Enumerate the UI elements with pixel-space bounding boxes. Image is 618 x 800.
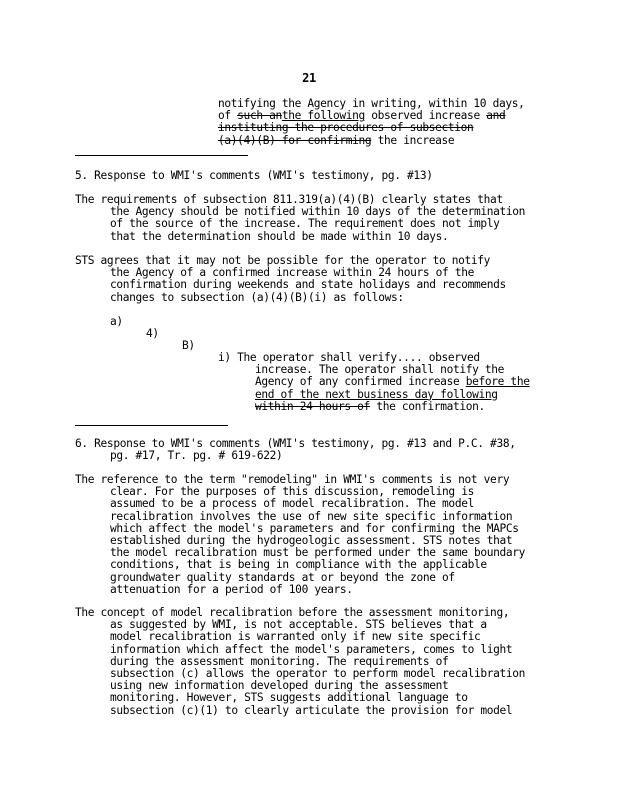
paragraph-line: the model recalibration must be performed under the same boundary [110,546,526,560]
paragraph-line: The requirements of subsection 811.319(a)(4)(B) clearly states that [75,193,503,206]
paragraph-line: of the source of the increase. The requirement does not imply [110,217,500,231]
paragraph-line: information which affect the model's parameters, comes to light [110,642,513,656]
response-6-paragraph-1 [75,474,557,596]
paragraph-line: confirmation during weekends and state holidays and recommends [110,278,506,292]
amendment-line [218,401,558,413]
underlined-text: the following [281,109,365,123]
text-run: the increase [371,133,455,147]
paragraph-line: established during the hydrogeologic assessment. STS notes that [110,533,513,547]
outline-label: a) [110,315,123,328]
response-6-paragraph-2 [75,607,557,717]
paragraph-line: STS agrees that it may not be possible for the operator to notify [75,254,491,267]
amendment-line: i) The operator shall verify.... observed [218,351,480,364]
amendment-line: notifying the Agency in writing, within 10 days, [218,97,525,110]
amendment-line: increase. The operator shall notify the [255,363,505,377]
text-run: the confirmation. [369,399,485,413]
response-5-paragraph-1 [75,194,557,243]
paragraph-line: groundwater quality standards at or beyond the zone of [110,570,455,584]
amendment-i [218,352,558,413]
paragraph-line: during the assessment monitoring. The requirements of [110,654,449,668]
struck-text: within 24 hours of [255,399,370,413]
amendment-line [218,135,558,147]
paragraph-line: monitoring. However, STS suggests additional language to [110,691,468,705]
section-divider [75,425,228,426]
paragraph-line: clear. For the purposes of this discussion, remodeling is [110,485,474,499]
page-number: 21 [302,71,316,85]
outline-label: 4) [146,327,159,340]
response-5-paragraph-2 [75,255,557,304]
struck-text: (a)(4)(B) for confirming [218,133,372,147]
intro-amendment [218,98,558,147]
paragraph-line: as suggested by WMI, is not acceptable. STS believes that a [110,618,487,632]
paragraph-line: model recalibration is warranted only if new site specific [110,630,481,644]
paragraph-line: recalibration involves the use of new site specific information [110,509,513,523]
struck-text: and [486,109,506,123]
section-heading: pg. #17, Tr. pg. # 619-622) [110,449,283,463]
paragraph-line: the Agency of a confirmed increase within 24 hours of the [110,266,474,280]
paragraph-line: The reference to the term "remodeling" in WMI's comments is not very [75,473,510,486]
paragraph-line: which affect the model's parameters and for confirming the MAPCs [110,521,519,535]
paragraph-line: attenuation for a period of 100 years. [110,582,353,596]
paragraph-line: subsection (c)(1) to clearly articulate the provision for model [110,703,513,717]
paragraph-line: conditions, that is being in compliance with the applicable [110,558,487,572]
response-5-heading [75,170,557,182]
section-heading: 6. Response to WMI's comments (WMI's testimony, pg. #13 and P.C. #38, [75,437,516,450]
paragraph-line: the Agency should be notified within 10 days of the determination [110,205,526,219]
paragraph-line: that the determination should be made within 10 days. [110,229,449,243]
paragraph-line: using new information developed during the assessment [110,679,449,693]
paragraph-line: assumed to be a process of model recalibration. The model [110,497,474,511]
section-heading: 5. Response to WMI's comments (WMI's testimony, pg. #13) [75,169,433,182]
struck-text: such an [237,109,282,123]
paragraph-line: The concept of model recalibration before the assessment monitoring, [75,606,510,619]
paragraph-line: changes to subsection (a)(4)(B)(i) as follows: [110,290,404,304]
amendment-line [218,376,558,388]
outline-4 [146,328,206,340]
outline-label: B) [182,339,195,352]
struck-text: instituting the procedures of subsection [218,121,474,135]
section-divider [75,155,248,156]
text-run: Agency of any confirmed increase [255,375,466,389]
text-run: of [218,109,238,123]
paragraph-line: subsection (c) allows the operator to perform model recalibration [110,666,526,680]
outline-a [110,316,170,328]
underlined-text: end of the next business day following [255,387,498,401]
response-6-heading [75,438,557,462]
underlined-text: before the [465,375,530,389]
text-run: observed increase [364,109,487,123]
